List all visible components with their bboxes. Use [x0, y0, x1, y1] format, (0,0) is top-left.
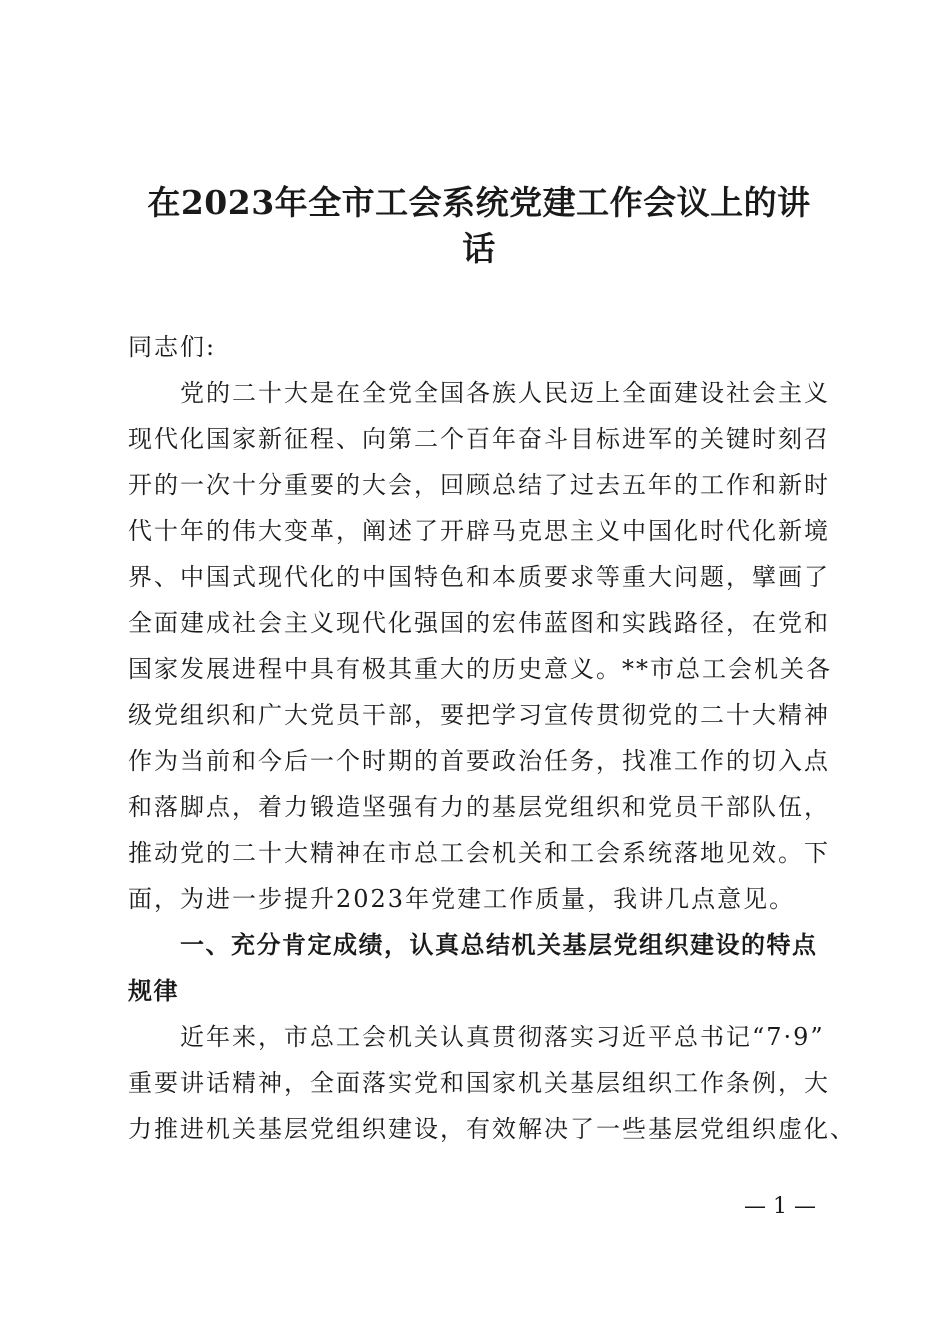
salutation-text: 同志们:	[128, 333, 217, 361]
paragraph-2-line: 近年来，市总工会机关认真贯彻落实习近平总书记“7·9”	[180, 1023, 825, 1051]
section-heading-1-line: 规律	[128, 977, 179, 1005]
paragraph-1-line: 作为当前和今后一个时期的首要政治任务，找准工作的切入点	[128, 747, 830, 775]
paragraph-1-line: 面，为进一步提升2023年党建工作质量，我讲几点意见。	[128, 885, 796, 913]
paragraph-2-line: 力推进机关基层党组织建设，有效解决了一些基层党组织虚化、	[128, 1115, 856, 1143]
paragraph-1-line: 全面建成社会主义现代化强国的宏伟蓝图和实践路径，在党和	[128, 609, 830, 637]
page-number: — 1 —	[744, 1194, 816, 1219]
paragraph-1	[128, 370, 830, 922]
paragraph-1-line: 界、中国式现代化的中国特色和本质要求等重大问题，擘画了	[128, 563, 830, 591]
paragraph-1-line: 党的二十大是在全党全国各族人民迈上全面建设社会主义	[180, 379, 830, 407]
paragraph-2-line: 重要讲话精神，全面落实党和国家机关基层组织工作条例，大	[128, 1069, 830, 1097]
paragraph-1-line: 代十年的伟大变革，阐述了开辟马克思主义中国化时代化新境	[128, 517, 830, 545]
paragraph-1-line: 开的一次十分重要的大会，回顾总结了过去五年的工作和新时	[128, 471, 830, 499]
paragraph-1-line: 和落脚点，着力锻造坚强有力的基层党组织和党员干部队伍，	[128, 793, 830, 821]
paragraph-1-line: 国家发展进程中具有极其重大的历史意义。**市总工会机关各	[128, 655, 832, 683]
document-title	[128, 180, 830, 272]
document-body	[128, 324, 856, 1152]
paragraph-2	[128, 1014, 856, 1152]
section-heading-1-line: 一、充分肯定成绩，认真总结机关基层党组织建设的特点	[180, 931, 818, 959]
salutation	[128, 324, 830, 370]
title-line-1: 在2023年全市工会系统党建工作会议上的讲	[147, 183, 811, 222]
paragraph-1-line: 级党组织和广大党员干部，要把学习宣传贯彻党的二十大精神	[128, 701, 830, 729]
section-heading-1	[128, 922, 830, 1014]
title-line-2: 话	[462, 229, 496, 268]
paragraph-1-line: 现代化国家新征程、向第二个百年奋斗目标进军的关键时刻召	[128, 425, 830, 453]
paragraph-1-line: 推动党的二十大精神在市总工会机关和工会系统落地见效。下	[128, 839, 830, 867]
